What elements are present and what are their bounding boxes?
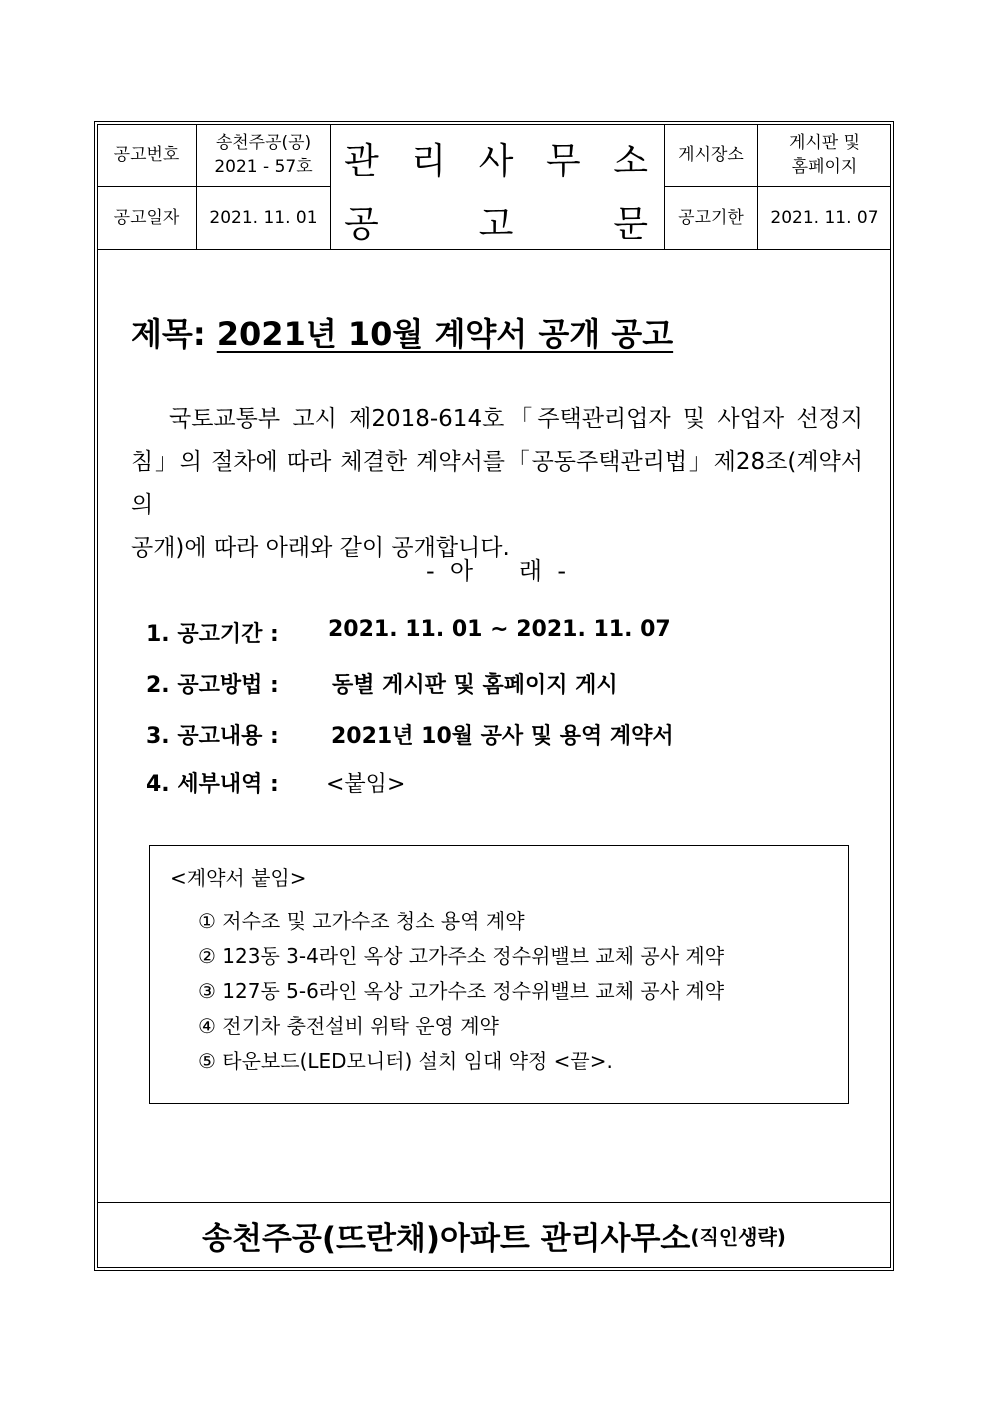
notice-number-value	[197, 124, 330, 186]
subject-heading	[131, 309, 673, 355]
office-title	[344, 133, 648, 184]
item-label: 2. 공고방법 :	[146, 673, 279, 698]
deadline-label: 공고기한	[678, 208, 744, 228]
subject-prefix: 제목:	[131, 315, 217, 353]
header-col-divider-2	[330, 124, 331, 249]
post-place-label: 게시장소	[678, 145, 744, 165]
footer-seal-omitted: (직인생략)	[690, 1225, 786, 1249]
item-value: <붙임>	[326, 772, 406, 797]
below-heading: - 아 래 -	[426, 557, 566, 585]
body-paragraph	[131, 398, 863, 570]
header-bottom-line	[97, 249, 891, 250]
attachment-item: ④ 전기차 충전설비 위탁 운영 계약	[198, 1014, 499, 1038]
footer-signature	[97, 1203, 891, 1268]
item-value: 동별 게시판 및 홈페이지 게시	[332, 673, 618, 698]
attachment-item: ① 저수조 및 고가수조 청소 용역 계약	[198, 909, 525, 933]
attachment-item: ② 123동 3-4라인 옥상 고가주소 정수위밸브 교체 공사 계약	[198, 944, 725, 968]
notice-title-char: 공	[344, 204, 379, 245]
post-place-value-line1: 게시판 및	[788, 133, 861, 153]
item-value: 2021년 10월 공사 및 용역 계약서	[331, 724, 674, 749]
body-line-3: 공개)에 따라 아래와 같이 공개합니다.	[131, 535, 510, 561]
footer-office-name: 송천주공(뜨란채)아파트 관리사무소	[202, 1221, 691, 1257]
notice-number-label: 공고번호	[113, 145, 180, 165]
post-place-value-line2: 홈페이지	[791, 157, 858, 177]
body-line-2: 침」의 절차에 따라 체결한 계약서를「공동주택관리법」제28조(계약서의	[131, 449, 863, 518]
office-title-char: 소	[613, 141, 648, 182]
notice-date-value: 2021. 11. 01	[209, 208, 318, 228]
item-label: 4. 세부내역 :	[146, 772, 279, 797]
office-title-char: 리	[411, 141, 447, 182]
item-value: 2021. 11. 01 ~ 2021. 11. 07	[328, 617, 671, 642]
attachment-title: <계약서 붙임>	[170, 866, 307, 890]
attachment-item: ⑤ 타운보드(LED모니터) 설치 임대 약정 <끝>.	[198, 1049, 613, 1073]
notice-title-char: 문	[613, 204, 648, 245]
deadline-value: 2021. 11. 07	[770, 208, 879, 228]
notice-number-value-line2: 2021 - 57호	[214, 157, 313, 177]
post-place-value	[758, 124, 891, 186]
office-title-char: 사	[478, 141, 514, 182]
notice-title-char: 고	[478, 204, 514, 245]
item-label: 1. 공고기간 :	[146, 622, 279, 647]
office-title-char: 무	[545, 141, 581, 182]
subject-title: 2021년 10월 계약서 공개 공고	[216, 315, 674, 353]
notice-title	[344, 196, 648, 247]
office-title-char: 관	[344, 141, 379, 182]
notice-number-value-line1: 송천주공(공)	[215, 133, 312, 153]
notice-date-label: 공고일자	[113, 208, 180, 228]
attachment-item: ③ 127동 5-6라인 옥상 고가수조 정수위밸브 교체 공사 계약	[198, 979, 725, 1003]
body-line-1: 국토교통부 고시 제2018-614호「주택관리업자 및 사업자 선정지	[169, 406, 863, 432]
item-label: 3. 공고내용 :	[146, 724, 279, 749]
